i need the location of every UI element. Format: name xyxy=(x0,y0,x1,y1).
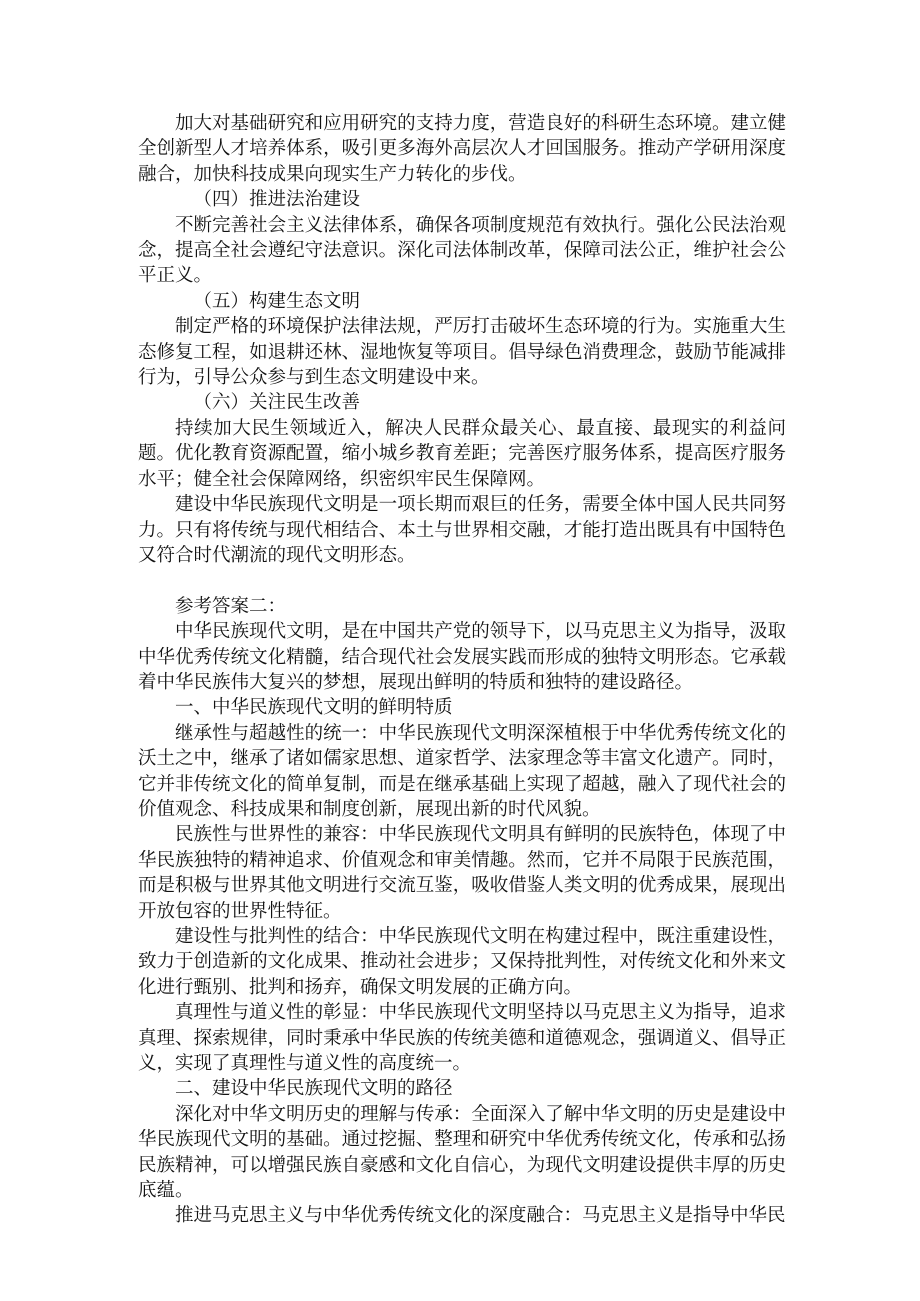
section-heading-ecology: （五）构建生态文明 xyxy=(193,290,361,312)
section-heading-traits: 一、中华民族现代文明的鲜明特质 xyxy=(175,697,453,719)
paragraph-research-support: 加大对基础研究和应用研究的支持力度，营造良好的科研生态环境。建立健全创新型人才培养体系，吸引更多海外高层次人才回国服务。推动产学研用深度融合，加快科技成果向现实生产力转化的步伐。 xyxy=(138,113,786,185)
paragraph-trait-national-global: 民族性与世界性的兼容：中华民族现代文明具有鲜明的民族特色，体现了中华民族独特的精神追求、价值观念和审美情趣。然而，它并不局限于民族范围，而是积极与世界其他文明进行交流互鉴，吸收借鉴人类文明的优秀成果，展现出开放包容的世界性特征。 xyxy=(138,824,786,922)
blank-line xyxy=(138,568,786,593)
section-heading-livelihood: （六）关注民生改善 xyxy=(193,392,361,414)
paragraph-trait-constructive-critical: 建设性与批判性的结合：中华民族现代文明在构建过程中，既注重建设性，致力于创造新的文化成果、推动社会进步；又保持批判性，对传统文化和外来文化进行甄别、批判和扬弃，确保文明发展的正确方向。 xyxy=(138,925,786,998)
paragraph-livelihood: 持续加大民生领域近入，解决人民群众最关心、最直接、最现实的利益问题。优化教育资源配置，缩小城乡教育差距；完善医疗服务体系，提高医疗服务水平；健全社会保障网络，织密织牢民生保障网。 xyxy=(138,417,786,490)
paragraph-ecology: 制定严格的环境保护法律法规，严厉打击破坏生态环境的行为。实施重大生态修复工程，如退耕还林、湿地恢复等项目。倡导绿色消费理念，鼓励节能减排行为，引导公众参与到生态文明建设中来。 xyxy=(138,316,786,389)
paragraph-answer-two-intro: 中华民族现代文明，是在中国共产党的领导下，以马克思主义为指导，汲取中华优秀传统文化精髓，结合现代社会发展实践而形成的独特文明形态。它承载着中华民族伟大复兴的梦想，展现出鲜明的特质和独特的建设路径。 xyxy=(138,621,786,693)
answer-two-label: 参考答案二： xyxy=(175,595,287,617)
section-heading-rule-of-law: （四）推进法治建设 xyxy=(193,189,361,211)
section-heading-paths: 二、建设中华民族现代文明的路径 xyxy=(175,1078,453,1100)
paragraph-trait-truth-morality: 真理性与道义性的彰显：中华民族现代文明坚持以马克思主义为指导，追求真理、探索规律，同时秉承中华民族的传统美德和道德观念，强调道义、倡导正义，实现了真理性与道义性的高度统一。 xyxy=(138,1002,786,1075)
paragraph-rule-of-law: 不断完善社会主义法律体系，确保各项制度规范有效执行。强化公民法治观念，提高全社会遵纪守法意识。深化司法体制改革，保障司法公正，维护社会公平正义。 xyxy=(138,214,786,287)
document-body xyxy=(138,111,786,1229)
paragraph-trait-inheritance: 继承性与超越性的统一：中华民族现代文明深深植根于中华优秀传统文化的沃土之中，继承了诸如儒家思想、道家哲学、法家理念等丰富文化遗产。同时，它并非传统文化的简单复制，而是在继承基础上实现了超越，融入了现代社会的价值观念、科技成果和制度创新，展现出新的时代风貌。 xyxy=(138,722,786,820)
paragraph-path-marxism-fusion: 推进马克思主义与中华优秀传统文化的深度融合：马克思主义是指导中华民 xyxy=(175,1205,786,1227)
paragraph-conclusion: 建设中华民族现代文明是一项长期而艰巨的任务，需要全体中国人民共同努力。只有将传统与现代相结合、本土与世界相交融，才能打造出既具有中国特色又符合时代潮流的现代文明形态。 xyxy=(138,494,786,566)
paragraph-path-history: 深化对中华文明历史的理解与传承：全面深入了解中华文明的历史是建设中华民族现代文明的基础。通过挖掘、整理和研究中华优秀传统文化，传承和弘扬民族精神，可以增强民族自豪感和文化自信心，为现代文明建设提供丰厚的历史底蕴。 xyxy=(138,1103,786,1202)
